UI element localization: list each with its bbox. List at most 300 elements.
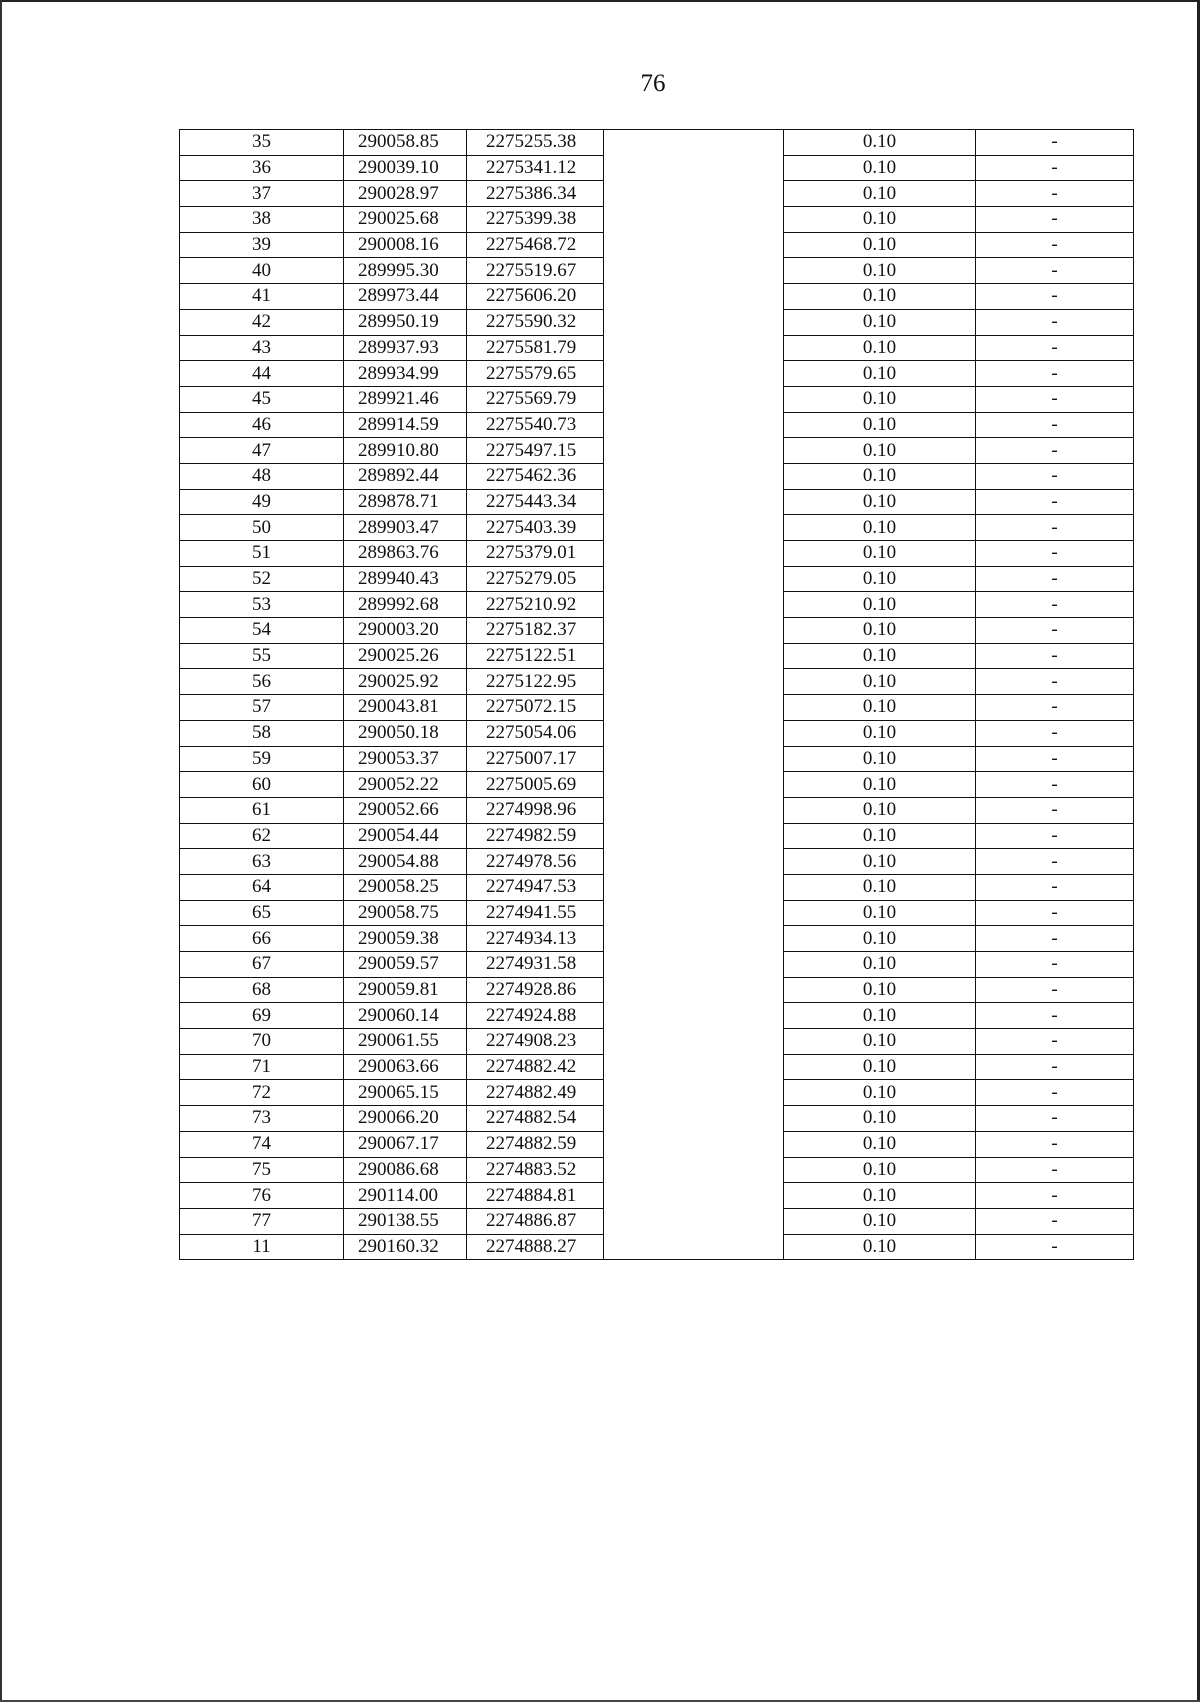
dash-cell: - xyxy=(976,566,1134,592)
point-number-cell: 53 xyxy=(180,592,344,618)
point-number-cell: 49 xyxy=(180,489,344,515)
y-coordinate-cell: 2275569.79 xyxy=(467,386,604,412)
dash-cell: - xyxy=(976,309,1134,335)
table-row xyxy=(180,463,1134,489)
empty-cell xyxy=(604,720,784,746)
point-number-cell: 76 xyxy=(180,1183,344,1209)
dash-cell: - xyxy=(976,438,1134,464)
empty-cell xyxy=(604,541,784,567)
dash-cell: - xyxy=(976,1054,1134,1080)
y-coordinate-cell: 2275386.34 xyxy=(467,181,604,207)
point-number-cell: 65 xyxy=(180,900,344,926)
point-number-cell: 56 xyxy=(180,669,344,695)
dash-cell: - xyxy=(976,772,1134,798)
empty-cell xyxy=(604,797,784,823)
dash-cell: - xyxy=(976,284,1134,310)
value-cell: 0.10 xyxy=(784,566,976,592)
empty-cell xyxy=(604,361,784,387)
y-coordinate-cell: 2275279.05 xyxy=(467,566,604,592)
y-coordinate-cell: 2274941.55 xyxy=(467,900,604,926)
empty-cell xyxy=(604,463,784,489)
table-row xyxy=(180,1054,1134,1080)
empty-cell xyxy=(604,977,784,1003)
point-number-cell: 57 xyxy=(180,695,344,721)
dash-cell: - xyxy=(976,412,1134,438)
table-row xyxy=(180,1003,1134,1029)
table-row xyxy=(180,849,1134,875)
dash-cell: - xyxy=(976,155,1134,181)
empty-cell xyxy=(604,926,784,952)
y-coordinate-cell: 2274883.52 xyxy=(467,1157,604,1183)
point-number-cell: 64 xyxy=(180,874,344,900)
dash-cell: - xyxy=(976,849,1134,875)
point-number-cell: 58 xyxy=(180,720,344,746)
y-coordinate-cell: 2274908.23 xyxy=(467,1029,604,1055)
empty-cell xyxy=(604,1183,784,1209)
dash-cell: - xyxy=(976,926,1134,952)
empty-cell xyxy=(604,181,784,207)
point-number-cell: 67 xyxy=(180,952,344,978)
point-number-cell: 52 xyxy=(180,566,344,592)
empty-cell xyxy=(604,258,784,284)
dash-cell: - xyxy=(976,720,1134,746)
y-coordinate-cell: 2274982.59 xyxy=(467,823,604,849)
empty-cell xyxy=(604,669,784,695)
y-coordinate-cell: 2275606.20 xyxy=(467,284,604,310)
x-coordinate-cell: 290114.00 xyxy=(344,1183,467,1209)
y-coordinate-cell: 2274947.53 xyxy=(467,874,604,900)
x-coordinate-cell: 290059.81 xyxy=(344,977,467,1003)
x-coordinate-cell: 290086.68 xyxy=(344,1157,467,1183)
table-row xyxy=(180,669,1134,695)
point-number-cell: 61 xyxy=(180,797,344,823)
dash-cell: - xyxy=(976,232,1134,258)
x-coordinate-cell: 290053.37 xyxy=(344,746,467,772)
x-coordinate-cell: 290063.66 xyxy=(344,1054,467,1080)
value-cell: 0.10 xyxy=(784,1234,976,1260)
coordinate-table xyxy=(179,129,1134,1260)
table-row xyxy=(180,1208,1134,1234)
dash-cell: - xyxy=(976,1003,1134,1029)
point-number-cell: 68 xyxy=(180,977,344,1003)
point-number-cell: 59 xyxy=(180,746,344,772)
table-row xyxy=(180,155,1134,181)
y-coordinate-cell: 2275443.34 xyxy=(467,489,604,515)
x-coordinate-cell: 289940.43 xyxy=(344,566,467,592)
dash-cell: - xyxy=(976,669,1134,695)
point-number-cell: 38 xyxy=(180,207,344,233)
x-coordinate-cell: 290052.66 xyxy=(344,797,467,823)
point-number-cell: 41 xyxy=(180,284,344,310)
dash-cell: - xyxy=(976,258,1134,284)
value-cell: 0.10 xyxy=(784,1029,976,1055)
dash-cell: - xyxy=(976,541,1134,567)
value-cell: 0.10 xyxy=(784,695,976,721)
x-coordinate-cell: 290052.22 xyxy=(344,772,467,798)
value-cell: 0.10 xyxy=(784,1131,976,1157)
scan-edge-top xyxy=(0,0,1200,2)
point-number-cell: 40 xyxy=(180,258,344,284)
point-number-cell: 70 xyxy=(180,1029,344,1055)
table-row xyxy=(180,309,1134,335)
value-cell: 0.10 xyxy=(784,643,976,669)
point-number-cell: 45 xyxy=(180,386,344,412)
empty-cell xyxy=(604,1234,784,1260)
value-cell: 0.10 xyxy=(784,1183,976,1209)
dash-cell: - xyxy=(976,130,1134,156)
empty-cell xyxy=(604,772,784,798)
x-coordinate-cell: 289921.46 xyxy=(344,386,467,412)
coordinate-table-container xyxy=(179,129,1134,1260)
empty-cell xyxy=(604,284,784,310)
point-number-cell: 46 xyxy=(180,412,344,438)
empty-cell xyxy=(604,386,784,412)
value-cell: 0.10 xyxy=(784,952,976,978)
y-coordinate-cell: 2274998.96 xyxy=(467,797,604,823)
x-coordinate-cell: 290025.68 xyxy=(344,207,467,233)
value-cell: 0.10 xyxy=(784,386,976,412)
scan-edge-left xyxy=(0,0,2,1702)
y-coordinate-cell: 2274882.42 xyxy=(467,1054,604,1080)
table-row xyxy=(180,874,1134,900)
empty-cell xyxy=(604,155,784,181)
empty-cell xyxy=(604,515,784,541)
point-number-cell: 43 xyxy=(180,335,344,361)
dash-cell: - xyxy=(976,386,1134,412)
dash-cell: - xyxy=(976,695,1134,721)
point-number-cell: 66 xyxy=(180,926,344,952)
y-coordinate-cell: 2274978.56 xyxy=(467,849,604,875)
table-row xyxy=(180,335,1134,361)
empty-cell xyxy=(604,952,784,978)
dash-cell: - xyxy=(976,1106,1134,1132)
dash-cell: - xyxy=(976,797,1134,823)
table-row xyxy=(180,1080,1134,1106)
table-row xyxy=(180,1157,1134,1183)
table-row xyxy=(180,541,1134,567)
value-cell: 0.10 xyxy=(784,361,976,387)
empty-cell xyxy=(604,1054,784,1080)
empty-cell xyxy=(604,900,784,926)
x-coordinate-cell: 290059.57 xyxy=(344,952,467,978)
empty-cell xyxy=(604,823,784,849)
value-cell: 0.10 xyxy=(784,181,976,207)
y-coordinate-cell: 2275462.36 xyxy=(467,463,604,489)
table-row xyxy=(180,181,1134,207)
empty-cell xyxy=(604,309,784,335)
x-coordinate-cell: 289914.59 xyxy=(344,412,467,438)
point-number-cell: 44 xyxy=(180,361,344,387)
value-cell: 0.10 xyxy=(784,463,976,489)
table-row xyxy=(180,695,1134,721)
x-coordinate-cell: 290058.75 xyxy=(344,900,467,926)
value-cell: 0.10 xyxy=(784,232,976,258)
x-coordinate-cell: 289973.44 xyxy=(344,284,467,310)
value-cell: 0.10 xyxy=(784,515,976,541)
x-coordinate-cell: 289903.47 xyxy=(344,515,467,541)
y-coordinate-cell: 2275007.17 xyxy=(467,746,604,772)
y-coordinate-cell: 2275122.95 xyxy=(467,669,604,695)
dash-cell: - xyxy=(976,1208,1134,1234)
table-row xyxy=(180,232,1134,258)
dash-cell: - xyxy=(976,952,1134,978)
y-coordinate-cell: 2274934.13 xyxy=(467,926,604,952)
value-cell: 0.10 xyxy=(784,284,976,310)
empty-cell xyxy=(604,130,784,156)
value-cell: 0.10 xyxy=(784,797,976,823)
y-coordinate-cell: 2274882.49 xyxy=(467,1080,604,1106)
value-cell: 0.10 xyxy=(784,130,976,156)
table-row xyxy=(180,618,1134,644)
x-coordinate-cell: 290025.26 xyxy=(344,643,467,669)
dash-cell: - xyxy=(976,361,1134,387)
point-number-cell: 39 xyxy=(180,232,344,258)
value-cell: 0.10 xyxy=(784,746,976,772)
empty-cell xyxy=(604,335,784,361)
value-cell: 0.10 xyxy=(784,1106,976,1132)
dash-cell: - xyxy=(976,900,1134,926)
value-cell: 0.10 xyxy=(784,1208,976,1234)
table-row xyxy=(180,1029,1134,1055)
table-row xyxy=(180,515,1134,541)
value-cell: 0.10 xyxy=(784,849,976,875)
value-cell: 0.10 xyxy=(784,258,976,284)
dash-cell: - xyxy=(976,746,1134,772)
table-row xyxy=(180,258,1134,284)
y-coordinate-cell: 2275182.37 xyxy=(467,618,604,644)
value-cell: 0.10 xyxy=(784,309,976,335)
point-number-cell: 54 xyxy=(180,618,344,644)
x-coordinate-cell: 289937.93 xyxy=(344,335,467,361)
x-coordinate-cell: 290058.25 xyxy=(344,874,467,900)
x-coordinate-cell: 289950.19 xyxy=(344,309,467,335)
y-coordinate-cell: 2274884.81 xyxy=(467,1183,604,1209)
point-number-cell: 51 xyxy=(180,541,344,567)
x-coordinate-cell: 289992.68 xyxy=(344,592,467,618)
x-coordinate-cell: 290043.81 xyxy=(344,695,467,721)
value-cell: 0.10 xyxy=(784,335,976,361)
value-cell: 0.10 xyxy=(784,541,976,567)
x-coordinate-cell: 289863.76 xyxy=(344,541,467,567)
x-coordinate-cell: 289995.30 xyxy=(344,258,467,284)
y-coordinate-cell: 2274928.86 xyxy=(467,977,604,1003)
point-number-cell: 48 xyxy=(180,463,344,489)
point-number-cell: 62 xyxy=(180,823,344,849)
x-coordinate-cell: 290054.44 xyxy=(344,823,467,849)
table-row xyxy=(180,720,1134,746)
dash-cell: - xyxy=(976,643,1134,669)
table-row xyxy=(180,207,1134,233)
value-cell: 0.10 xyxy=(784,155,976,181)
dash-cell: - xyxy=(976,1157,1134,1183)
empty-cell xyxy=(604,566,784,592)
y-coordinate-cell: 2274931.58 xyxy=(467,952,604,978)
point-number-cell: 36 xyxy=(180,155,344,181)
table-row xyxy=(180,489,1134,515)
x-coordinate-cell: 290058.85 xyxy=(344,130,467,156)
point-number-cell: 63 xyxy=(180,849,344,875)
x-coordinate-cell: 290050.18 xyxy=(344,720,467,746)
dash-cell: - xyxy=(976,874,1134,900)
empty-cell xyxy=(604,232,784,258)
point-number-cell: 75 xyxy=(180,1157,344,1183)
x-coordinate-cell: 290039.10 xyxy=(344,155,467,181)
value-cell: 0.10 xyxy=(784,669,976,695)
empty-cell xyxy=(604,1208,784,1234)
empty-cell xyxy=(604,1003,784,1029)
dash-cell: - xyxy=(976,1029,1134,1055)
table-row xyxy=(180,926,1134,952)
y-coordinate-cell: 2275497.15 xyxy=(467,438,604,464)
page-number: 76 xyxy=(640,70,666,97)
x-coordinate-cell: 290054.88 xyxy=(344,849,467,875)
empty-cell xyxy=(604,438,784,464)
table-row xyxy=(180,643,1134,669)
value-cell: 0.10 xyxy=(784,1080,976,1106)
value-cell: 0.10 xyxy=(784,900,976,926)
y-coordinate-cell: 2274888.27 xyxy=(467,1234,604,1260)
y-coordinate-cell: 2275579.65 xyxy=(467,361,604,387)
table-row xyxy=(180,952,1134,978)
empty-cell xyxy=(604,643,784,669)
value-cell: 0.10 xyxy=(784,618,976,644)
point-number-cell: 50 xyxy=(180,515,344,541)
y-coordinate-cell: 2274886.87 xyxy=(467,1208,604,1234)
y-coordinate-cell: 2275005.69 xyxy=(467,772,604,798)
point-number-cell: 77 xyxy=(180,1208,344,1234)
point-number-cell: 55 xyxy=(180,643,344,669)
y-coordinate-cell: 2275341.12 xyxy=(467,155,604,181)
x-coordinate-cell: 290065.15 xyxy=(344,1080,467,1106)
empty-cell xyxy=(604,874,784,900)
empty-cell xyxy=(604,207,784,233)
y-coordinate-cell: 2274882.54 xyxy=(467,1106,604,1132)
empty-cell xyxy=(604,412,784,438)
value-cell: 0.10 xyxy=(784,720,976,746)
table-row xyxy=(180,412,1134,438)
value-cell: 0.10 xyxy=(784,438,976,464)
value-cell: 0.10 xyxy=(784,207,976,233)
point-number-cell: 11 xyxy=(180,1234,344,1260)
empty-cell xyxy=(604,1080,784,1106)
dash-cell: - xyxy=(976,207,1134,233)
value-cell: 0.10 xyxy=(784,1003,976,1029)
value-cell: 0.10 xyxy=(784,772,976,798)
y-coordinate-cell: 2275581.79 xyxy=(467,335,604,361)
value-cell: 0.10 xyxy=(784,592,976,618)
dash-cell: - xyxy=(976,1183,1134,1209)
point-number-cell: 71 xyxy=(180,1054,344,1080)
empty-cell xyxy=(604,746,784,772)
dash-cell: - xyxy=(976,515,1134,541)
y-coordinate-cell: 2275540.73 xyxy=(467,412,604,438)
point-number-cell: 72 xyxy=(180,1080,344,1106)
table-row xyxy=(180,1106,1134,1132)
y-coordinate-cell: 2275519.67 xyxy=(467,258,604,284)
table-row xyxy=(180,361,1134,387)
y-coordinate-cell: 2275590.32 xyxy=(467,309,604,335)
empty-cell xyxy=(604,1029,784,1055)
table-row xyxy=(180,592,1134,618)
point-number-cell: 37 xyxy=(180,181,344,207)
point-number-cell: 74 xyxy=(180,1131,344,1157)
dash-cell: - xyxy=(976,977,1134,1003)
value-cell: 0.10 xyxy=(784,1054,976,1080)
value-cell: 0.10 xyxy=(784,1157,976,1183)
x-coordinate-cell: 289878.71 xyxy=(344,489,467,515)
x-coordinate-cell: 290066.20 xyxy=(344,1106,467,1132)
point-number-cell: 60 xyxy=(180,772,344,798)
table-row xyxy=(180,977,1134,1003)
point-number-cell: 47 xyxy=(180,438,344,464)
dash-cell: - xyxy=(976,618,1134,644)
table-row xyxy=(180,900,1134,926)
x-coordinate-cell: 290160.32 xyxy=(344,1234,467,1260)
table-row xyxy=(180,797,1134,823)
dash-cell: - xyxy=(976,335,1134,361)
point-number-cell: 73 xyxy=(180,1106,344,1132)
table-row xyxy=(180,386,1134,412)
x-coordinate-cell: 290008.16 xyxy=(344,232,467,258)
dash-cell: - xyxy=(976,181,1134,207)
x-coordinate-cell: 290003.20 xyxy=(344,618,467,644)
empty-cell xyxy=(604,489,784,515)
table-row xyxy=(180,823,1134,849)
x-coordinate-cell: 289910.80 xyxy=(344,438,467,464)
x-coordinate-cell: 290067.17 xyxy=(344,1131,467,1157)
x-coordinate-cell: 290138.55 xyxy=(344,1208,467,1234)
x-coordinate-cell: 290028.97 xyxy=(344,181,467,207)
dash-cell: - xyxy=(976,1234,1134,1260)
table-row xyxy=(180,566,1134,592)
table-row xyxy=(180,438,1134,464)
table-row xyxy=(180,746,1134,772)
empty-cell xyxy=(604,849,784,875)
y-coordinate-cell: 2275072.15 xyxy=(467,695,604,721)
y-coordinate-cell: 2275210.92 xyxy=(467,592,604,618)
empty-cell xyxy=(604,1157,784,1183)
y-coordinate-cell: 2275054.06 xyxy=(467,720,604,746)
value-cell: 0.10 xyxy=(784,977,976,1003)
x-coordinate-cell: 289892.44 xyxy=(344,463,467,489)
dash-cell: - xyxy=(976,1080,1134,1106)
y-coordinate-cell: 2275122.51 xyxy=(467,643,604,669)
dash-cell: - xyxy=(976,463,1134,489)
point-number-cell: 42 xyxy=(180,309,344,335)
empty-cell xyxy=(604,1106,784,1132)
empty-cell xyxy=(604,592,784,618)
value-cell: 0.10 xyxy=(784,926,976,952)
table-body xyxy=(180,130,1134,1260)
y-coordinate-cell: 2275255.38 xyxy=(467,130,604,156)
x-coordinate-cell: 290025.92 xyxy=(344,669,467,695)
empty-cell xyxy=(604,1131,784,1157)
x-coordinate-cell: 289934.99 xyxy=(344,361,467,387)
x-coordinate-cell: 290061.55 xyxy=(344,1029,467,1055)
point-number-cell: 35 xyxy=(180,130,344,156)
table-row xyxy=(180,1234,1134,1260)
y-coordinate-cell: 2275403.39 xyxy=(467,515,604,541)
dash-cell: - xyxy=(976,592,1134,618)
empty-cell xyxy=(604,618,784,644)
point-number-cell: 69 xyxy=(180,1003,344,1029)
y-coordinate-cell: 2275399.38 xyxy=(467,207,604,233)
value-cell: 0.10 xyxy=(784,412,976,438)
empty-cell xyxy=(604,695,784,721)
y-coordinate-cell: 2275379.01 xyxy=(467,541,604,567)
x-coordinate-cell: 290059.38 xyxy=(344,926,467,952)
y-coordinate-cell: 2275468.72 xyxy=(467,232,604,258)
